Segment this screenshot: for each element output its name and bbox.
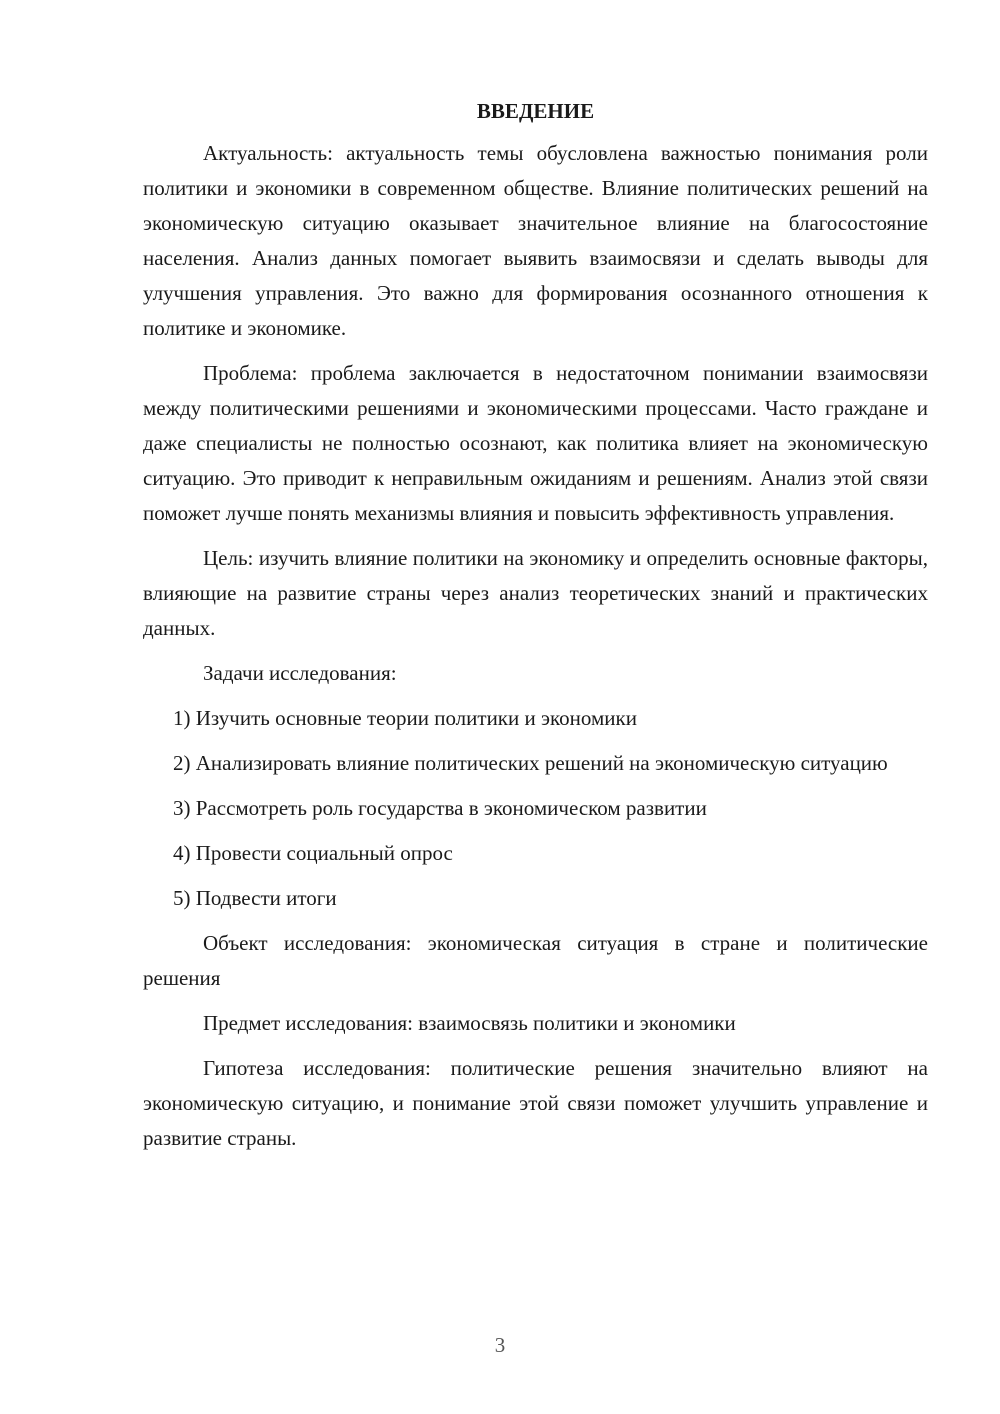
document-page: [143, 96, 928, 1166]
paragraph-relevance: Актуальность: актуальность темы обусловлена важностью понимания роли политики и экономики в современном обществе. Влияние политических решений на экономическую ситуацию оказывает значительное влияние на благосостояние населения. Анализ данных помогает выявить взаимосвязи и сделать выводы для улучшения управления. Это важно для формирования осознанного отношения к политике и экономике.: [143, 141, 928, 340]
task-item: 4) Провести социальный опрос: [173, 841, 453, 865]
paragraph-object: Объект исследования: экономическая ситуация в стране и политические решения: [143, 931, 928, 990]
task-item: 1) Изучить основные теории политики и экономики: [173, 706, 637, 730]
page-title: ВВЕДЕНИЕ: [476, 99, 595, 123]
task-item: 5) Подвести итоги: [173, 886, 337, 910]
paragraph-tasks-heading: Задачи исследования:: [203, 661, 397, 685]
paragraph-hypothesis: Гипотеза исследования: политические решения значительно влияют на экономическую ситуацию, и понимание этой связи поможет улучшить управление и развитие страны.: [143, 1056, 928, 1150]
paragraph-problem: Проблема: проблема заключается в недостаточном понимании взаимосвязи между политическими решениями и экономическими процессами. Часто граждане и даже специалисты не полностью осознают, как политика влияет на экономическую ситуацию. Это приводит к неправильным ожиданиям и решениям. Анализ этой связи поможет лучше понять механизмы влияния и повысить эффективность управления.: [143, 361, 928, 525]
task-item: 3) Рассмотреть роль государства в экономическом развитии: [173, 796, 707, 820]
paragraph-subject: Предмет исследования: взаимосвязь политики и экономики: [203, 1011, 736, 1035]
page-number: 3: [494, 1333, 506, 1357]
paragraph-goal: Цель: изучить влияние политики на экономику и определить основные факторы, влияющие на развитие страны через анализ теоретических знаний и практических данных.: [143, 546, 928, 640]
task-item: 2) Анализировать влияние политических решений на экономическую ситуацию: [173, 751, 888, 775]
